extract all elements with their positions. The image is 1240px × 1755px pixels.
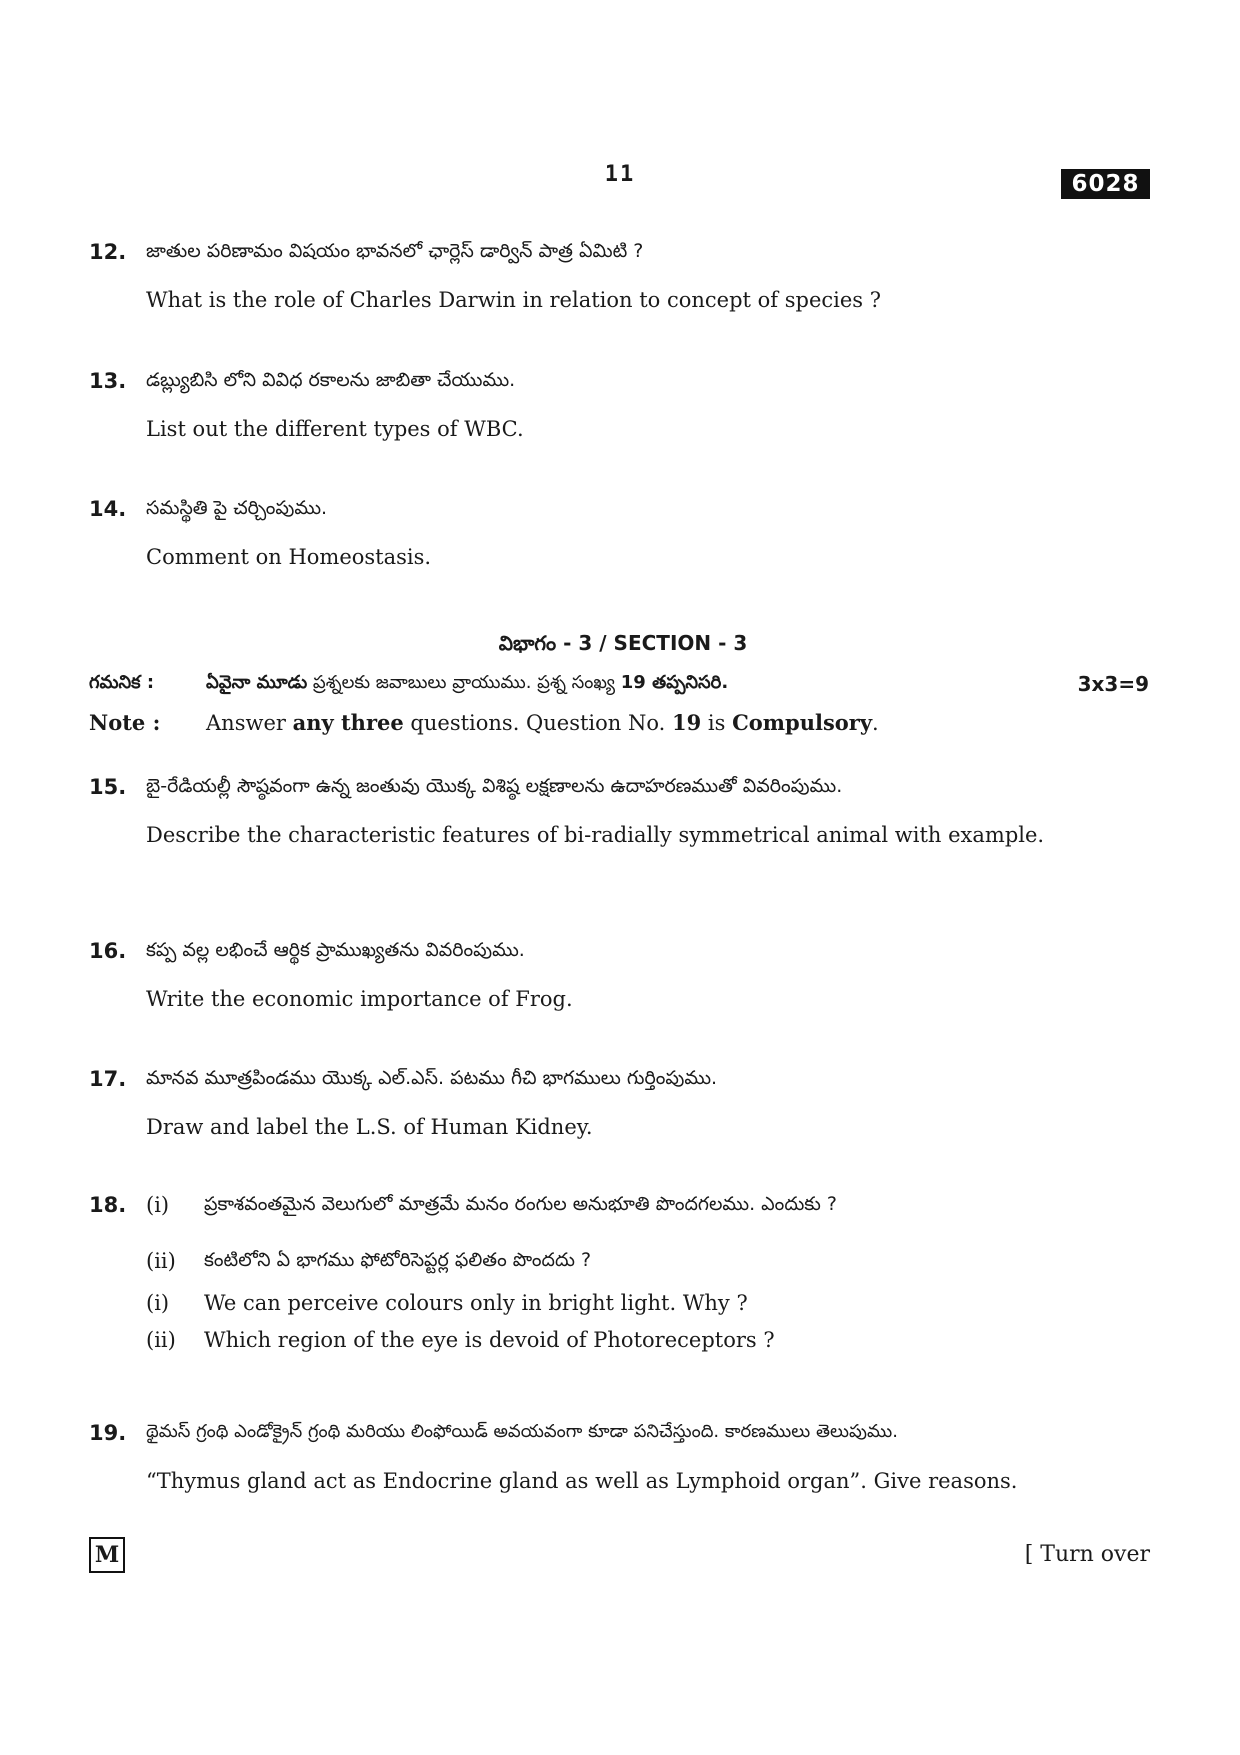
note-text: Answer — [206, 711, 293, 735]
question-number: 19. — [89, 1421, 127, 1445]
question-english: “Thymus gland act as Endocrine gland as well as Lymphoid organ”. Give reasons. — [146, 1469, 1018, 1493]
note-text: ప్రశ్నలకు జవాబులు వ్రాయుము. ప్రశ్న సంఖ్య — [307, 672, 621, 693]
note-text-english — [206, 710, 879, 735]
note-emphasis: any three — [292, 710, 404, 735]
note-question-number: 19 — [620, 672, 646, 693]
turn-over-note: [ Turn over — [1024, 1542, 1150, 1567]
question-number: 13. — [89, 369, 127, 393]
question-number: 12. — [89, 240, 127, 264]
question-telugu: మానవ మూత్రపిండము యొక్క ఎల్.ఎస్. పటము గీచి భాగములు గుర్తింపుము. — [146, 1067, 718, 1089]
sub-question-label: (i) — [146, 1291, 170, 1315]
sub-question-text: Which region of the eye is devoid of Photoreceptors ? — [204, 1328, 775, 1352]
question-number: 17. — [89, 1067, 127, 1091]
sub-question-label: (i) — [146, 1193, 170, 1217]
note-emphasis: ఏవైనా మూడు — [206, 672, 308, 693]
medium-mark-box: M — [89, 1537, 125, 1573]
question-telugu: జాతుల పరిణామం విషయం భావనలో ఛార్లెస్ డార్విన్ పాత్ర ఏమిటి ? — [146, 240, 644, 262]
question-english: Draw and label the L.S. of Human Kidney. — [146, 1115, 593, 1139]
note-label-telugu: గమనిక : — [89, 672, 155, 693]
question-telugu: సమస్థితి పై చర్చింపుము. — [146, 497, 328, 519]
sub-question-label: (ii) — [146, 1249, 176, 1273]
note-label-english: Note : — [89, 710, 161, 735]
page-number: 11 — [604, 162, 636, 187]
note-compulsory: తప్పనిసరి. — [645, 672, 729, 693]
note-text: . — [872, 711, 879, 735]
note-compulsory: Compulsory — [732, 710, 873, 735]
note-text: is — [701, 711, 733, 735]
question-18 — [89, 1193, 1149, 1353]
sub-question-label: (ii) — [146, 1328, 176, 1352]
section-marks: 3x3=9 — [1077, 672, 1149, 696]
note-text: questions. Question No. — [403, 711, 672, 735]
question-number: 16. — [89, 939, 127, 963]
sub-question-text: We can perceive colours only in bright light. Why ? — [204, 1291, 748, 1315]
question-telugu: కప్ప వల్ల లభించే ఆర్థిక ప్రాముఖ్యతను వివరింపుము. — [146, 939, 525, 961]
sub-question-text: కంటిలోని ఏ భాగము ఫోటోరిసెప్టర్ల ఫలితం పొందదు ? — [204, 1249, 592, 1271]
section-title: విభాగం - 3 / SECTION - 3 — [498, 631, 748, 655]
question-number: 18. — [89, 1193, 127, 1217]
question-telugu: బై-రేడియల్లీ సౌష్ఠవంగా ఉన్న జంతువు యొక్క విశిష్ఠ లక్షణాలను ఉదాహరణముతో వివరింపుము. — [146, 775, 843, 797]
question-english: Describe the characteristic features of bi-radially symmetrical animal with example. — [146, 823, 1045, 847]
question-english: List out the different types of WBC. — [146, 417, 524, 441]
question-english: What is the role of Charles Darwin in relation to concept of species ? — [146, 288, 882, 312]
question-english: Write the economic importance of Frog. — [146, 987, 573, 1011]
paper-code-badge: 6028 — [1061, 169, 1150, 199]
question-telugu: థైమస్ గ్రంథి ఎండోక్రైన్ గ్రంథి మరియు లింఫోయిడ్ అవయవంగా కూడా పనిచేస్తుంది. కారణములు తెలుపుము. — [146, 1421, 898, 1442]
question-number: 14. — [89, 497, 127, 521]
note-question-number: 19 — [672, 710, 702, 735]
question-number: 15. — [89, 775, 127, 799]
sub-question-text: ప్రకాశవంతమైన వెలుగులో మాత్రమే మనం రంగుల అనుభూతి పొందగలము. ఎందుకు ? — [204, 1193, 837, 1215]
question-english: Comment on Homeostasis. — [146, 545, 432, 569]
note-text-telugu — [206, 672, 728, 697]
question-telugu: డబ్ల్యుబిసి లోని వివిధ రకాలను జాబితా చేయుము. — [146, 369, 516, 391]
